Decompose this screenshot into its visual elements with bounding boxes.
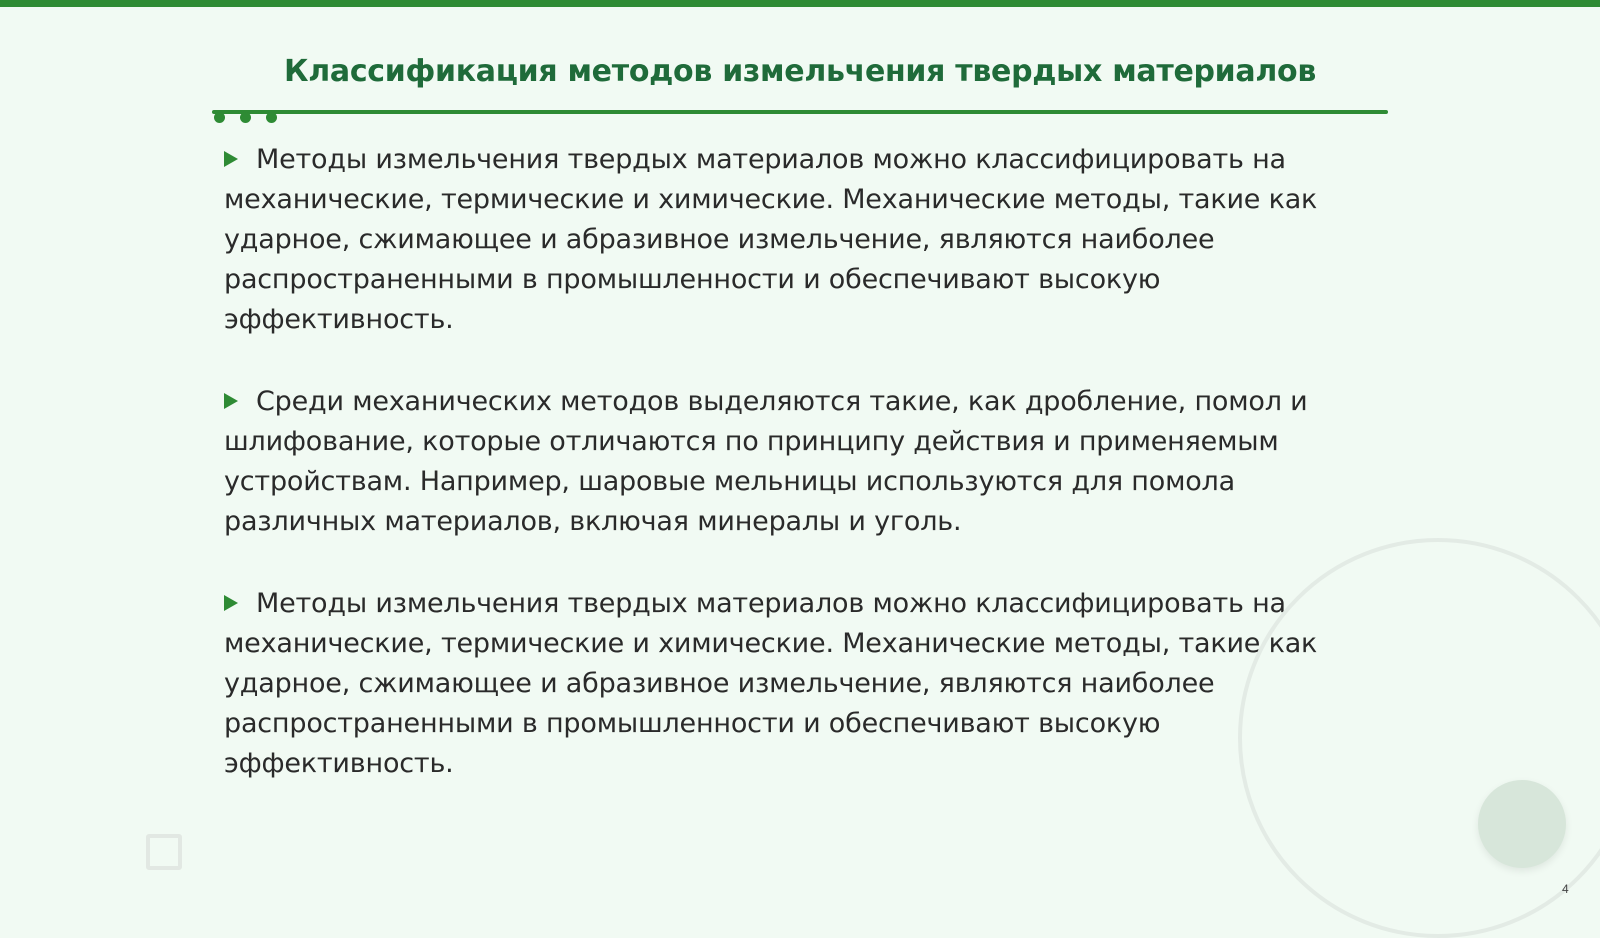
page-number: 4 — [1562, 882, 1569, 896]
underline-dot — [214, 112, 225, 123]
slide-title: Классификация методов измельчения твердых материалов — [283, 54, 1317, 89]
bullet-text: Среди механических методов выделяются такие, как дробление, помол и шлифование, которые отличаются по принципу действия и применяемым устройствам. Например, шаровые мельницы используются для помола различных материалов, включая минералы и уголь. — [224, 386, 1308, 537]
decorative-square — [146, 834, 182, 870]
bullet-text: Методы измельчения твердых материалов можно классифицировать на механические, термические и химические. Механические методы, такие как ударное, сжимающее и абразивное измельчение, являются наиболее распространенными в промышленности и обеспечивают высокую эффективность. — [224, 588, 1318, 779]
decorative-circle — [1478, 780, 1566, 868]
underline-dot — [266, 112, 277, 123]
title-underline — [212, 110, 1388, 114]
bullet-item — [224, 584, 1344, 784]
top-accent-bar — [0, 0, 1600, 7]
triangle-right-icon — [224, 393, 238, 409]
bullet-item — [224, 382, 1344, 542]
bullet-text: Методы измельчения твердых материалов можно классифицировать на механические, термические и химические. Механические методы, такие как ударное, сжимающее и абразивное измельчение, являются наиболее распространенными в промышленности и обеспечивают высокую эффективность. — [224, 144, 1318, 335]
bullet-list — [224, 140, 1344, 826]
bullet-item — [224, 140, 1344, 340]
triangle-right-icon — [224, 151, 238, 167]
underline-dot — [240, 112, 251, 123]
triangle-right-icon — [224, 595, 238, 611]
